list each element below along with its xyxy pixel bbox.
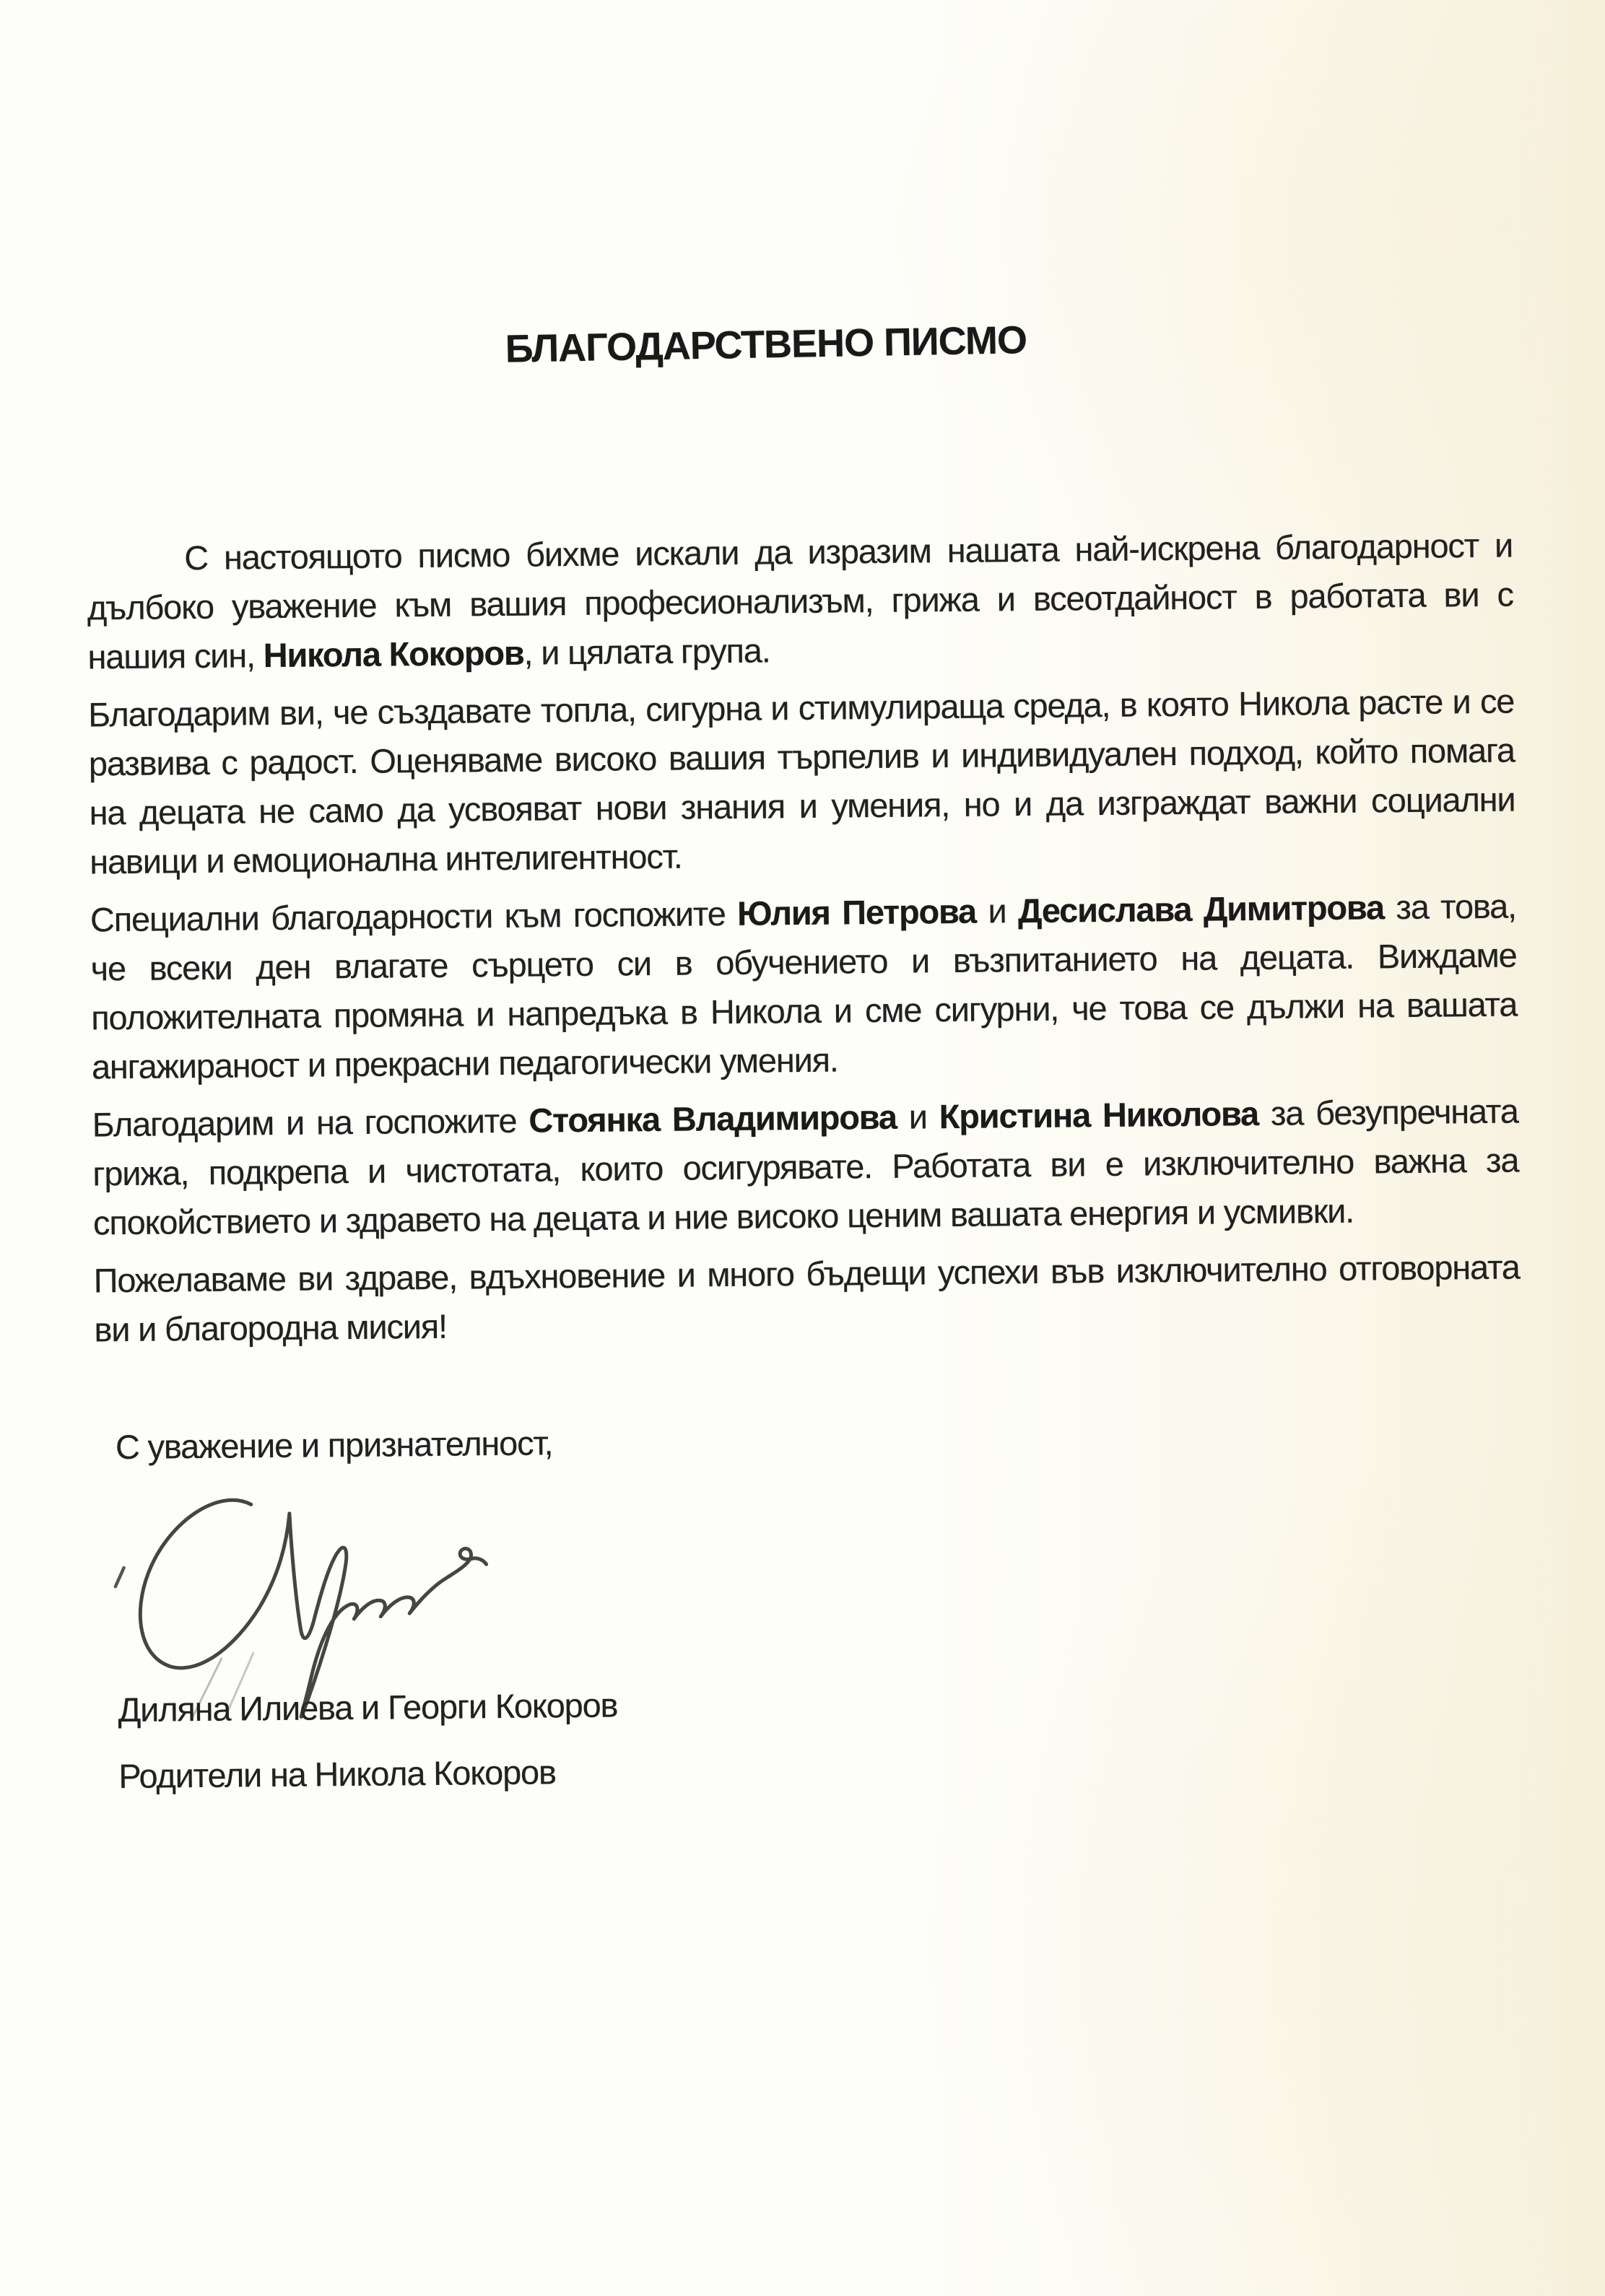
paragraph-wishes: Пожелаваме ви здраве, вдъхновение и много бъдещи успехи във изключително отговорната ви и благородна мисия! xyxy=(93,1247,1520,1349)
paragraph-environment: Благодарим ви, че създавате топла, сигурна и стимулираща среда, в която Никола расте и се развива с радост. Оценяваме високо вашия търпелив и индивидуален подход, който помага на децата не само да усвояват нови знания и умения, но и да изграждат важни социални навици и емоционална интелигентност. xyxy=(87,681,1515,881)
teacher-name-2-bold: Десислава Димитрова xyxy=(1017,888,1385,930)
closing-salutation: С уважение и признателност, xyxy=(115,1423,553,1467)
paragraph-staff xyxy=(92,1087,1519,1248)
handwritten-signature xyxy=(110,1469,1523,1721)
paragraph-intro-tail: , и цялата група. xyxy=(523,631,770,672)
child-name-bold: Никола Кокоров xyxy=(263,633,524,675)
paragraph-staff-tail: за безупречната грижа, подкрепа и чистотата, които осигурявате. Работата ви е изключително важна за спокойствието и здравето на децата и ние високо ценим вашата енергия и усмивки. xyxy=(92,1091,1519,1242)
signature-scribble-icon xyxy=(110,1479,516,1721)
teacher-name-1-bold: Юлия Петрова xyxy=(736,891,977,933)
paragraph-staff-conj: и xyxy=(896,1097,939,1136)
paragraph-intro xyxy=(87,521,1514,682)
paragraph-teachers-conj: и xyxy=(975,891,1019,930)
staff-name-2-bold: Кристина Николова xyxy=(939,1094,1259,1136)
paragraph-staff-text: Благодарим и на госпожите xyxy=(92,1101,529,1144)
paragraph-intro-text: С настоящото писмо бихме искали да изразим нашата най-искрена благодарност и дълбоко уважение към вашия професионализъм, грижа и всеотдайност в работата ви с нашия син, xyxy=(87,525,1513,676)
paragraph-teachers xyxy=(90,882,1518,1092)
letter-title: БЛАГОДАРСТВЕНО ПИСМО xyxy=(505,318,1027,371)
paragraph-teachers-tail: за това, че всеки ден влагате сърцето си в обучението и възпитанието на децата. Виждаме положителната промяна и напредъка в Никола и сме сигурни, че това се дължи на вашата ангажираност и прекрасни педагогически умения. xyxy=(90,886,1518,1086)
paragraph-teachers-text: Специални благодарности към госпожите xyxy=(90,894,738,939)
signatory-names: Диляна Илиева и Георги Кокоров xyxy=(118,1685,618,1729)
staff-name-1-bold: Стоянка Владимирова xyxy=(529,1097,897,1140)
signatory-role: Родители на Никола Кокоров xyxy=(118,1752,556,1796)
